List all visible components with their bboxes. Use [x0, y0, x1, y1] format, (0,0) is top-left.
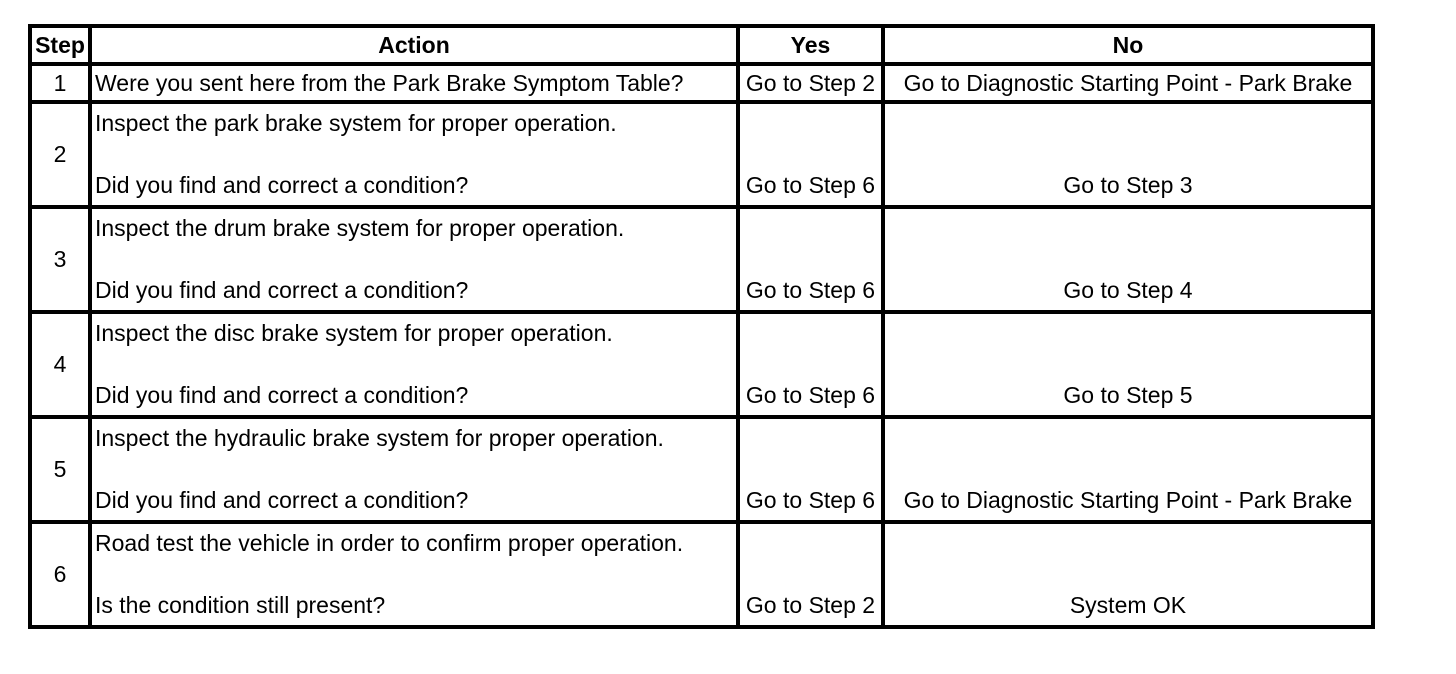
diagnostic-table — [28, 24, 1375, 629]
no-cell — [883, 522, 1373, 627]
header-yes: Yes — [738, 26, 883, 64]
action-instruction: Inspect the hydraulic brake system for proper operation. — [95, 425, 664, 451]
action-question: Did you find and correct a condition? — [95, 382, 469, 408]
header-action: Action — [90, 26, 738, 64]
action-question: Did you find and correct a condition? — [95, 487, 469, 513]
table-row — [30, 312, 1373, 417]
table-header-row — [30, 26, 1373, 64]
yes-cell — [738, 417, 883, 522]
yes-result: Go to Step 6 — [745, 172, 876, 198]
header-step: Step — [30, 26, 90, 64]
no-result: System OK — [1069, 592, 1187, 618]
no-result: Go to Step 4 — [1063, 277, 1193, 303]
table-row — [30, 64, 1373, 102]
action-question: Did you find and correct a condition? — [95, 277, 469, 303]
step-number: 1 — [30, 64, 90, 102]
yes-cell — [738, 522, 883, 627]
no-result: Go to Step 3 — [1063, 172, 1193, 198]
action-question: Did you find and correct a condition? — [95, 172, 469, 198]
action-cell — [90, 522, 738, 627]
no-cell — [883, 102, 1373, 207]
table-row — [30, 522, 1373, 627]
action-cell — [90, 102, 738, 207]
action-cell — [90, 207, 738, 312]
action-instruction: Inspect the disc brake system for proper operation. — [95, 320, 613, 346]
action-cell — [90, 312, 738, 417]
yes-result: Go to Step 6 — [745, 382, 876, 408]
action-instruction: Inspect the drum brake system for proper operation. — [95, 215, 625, 241]
table-row — [30, 207, 1373, 312]
yes-cell — [738, 312, 883, 417]
no-result: Go to Diagnostic Starting Point - Park Brake — [883, 64, 1373, 102]
step-number: 6 — [30, 522, 90, 627]
table-row — [30, 102, 1373, 207]
yes-cell — [738, 207, 883, 312]
no-cell — [883, 312, 1373, 417]
step-number: 2 — [30, 102, 90, 207]
table-row — [30, 417, 1373, 522]
yes-result: Go to Step 6 — [745, 277, 876, 303]
action-question: Is the condition still present? — [95, 592, 386, 618]
no-cell — [883, 417, 1373, 522]
action-cell — [90, 417, 738, 522]
step-number: 4 — [30, 312, 90, 417]
action-instruction: Road test the vehicle in order to confirm proper operation. — [95, 530, 684, 556]
yes-cell — [738, 102, 883, 207]
yes-result: Go to Step 2 — [745, 592, 876, 618]
no-result: Go to Step 5 — [1063, 382, 1193, 408]
header-no: No — [883, 26, 1373, 64]
step-number: 5 — [30, 417, 90, 522]
yes-result: Go to Step 2 — [738, 64, 883, 102]
no-result: Go to Diagnostic Starting Point - Park Brake — [903, 487, 1353, 513]
no-cell — [883, 207, 1373, 312]
yes-result: Go to Step 6 — [745, 487, 876, 513]
action-text: Were you sent here from the Park Brake Symptom Table? — [90, 64, 738, 102]
action-instruction: Inspect the park brake system for proper operation. — [95, 110, 617, 136]
step-number: 3 — [30, 207, 90, 312]
